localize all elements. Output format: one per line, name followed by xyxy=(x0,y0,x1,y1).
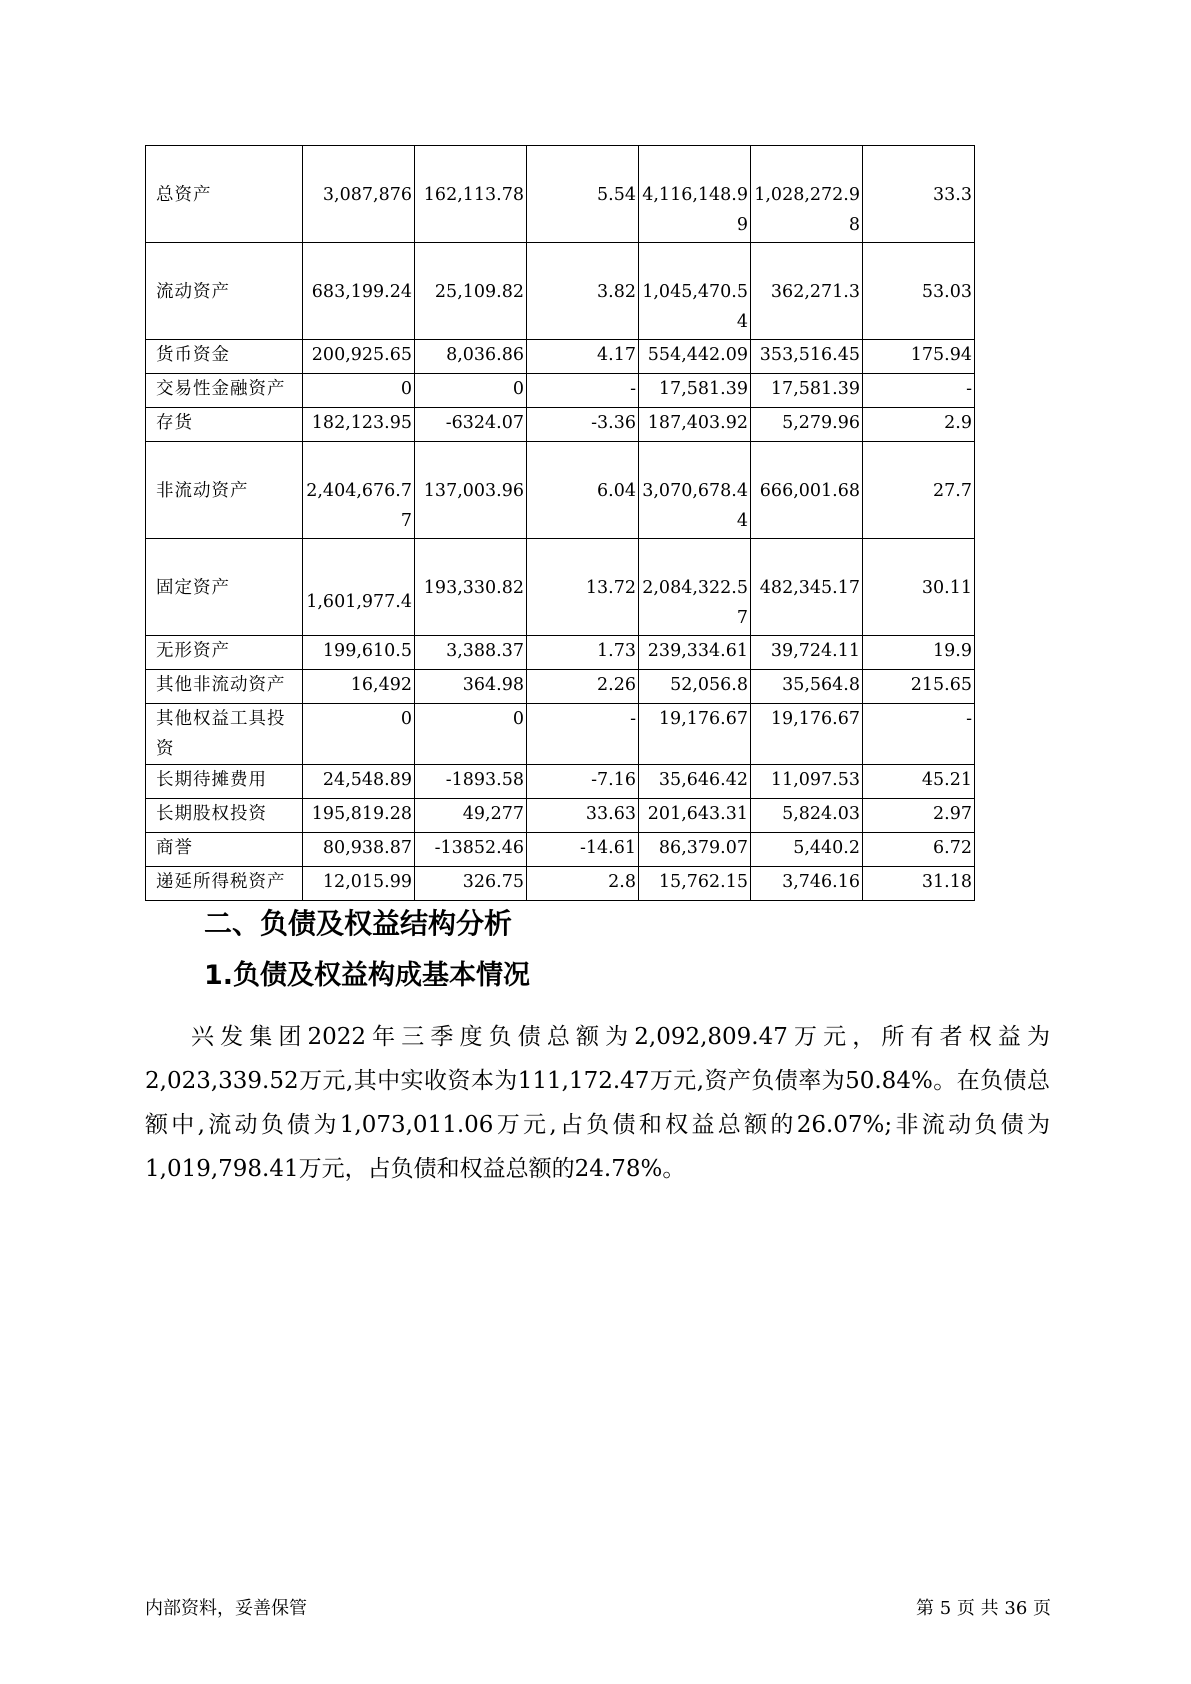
value-cell: -7.16 xyxy=(527,765,639,799)
value-cell: 2.8 xyxy=(527,867,639,901)
value-cell: - xyxy=(527,374,639,408)
value-cell: 6.72 xyxy=(863,833,975,867)
value-cell: 27.7 xyxy=(863,442,975,539)
row-label-cell: 固定资产 xyxy=(146,539,303,636)
row-label-cell: 非流动资产 xyxy=(146,442,303,539)
value-cell: 4,116,148.99 xyxy=(639,146,751,243)
table-row xyxy=(146,340,975,374)
value-cell: -6324.07 xyxy=(415,408,527,442)
value-cell: 35,564.8 xyxy=(751,670,863,704)
value-cell: 1.73 xyxy=(527,636,639,670)
value-cell: 1,045,470.54 xyxy=(639,243,751,340)
value-cell: 2,404,676.77 xyxy=(303,442,415,539)
value-cell: 3,070,678.44 xyxy=(639,442,751,539)
value-cell: -1893.58 xyxy=(415,765,527,799)
row-label-cell: 流动资产 xyxy=(146,243,303,340)
value-cell: 199,610.5 xyxy=(303,636,415,670)
value-cell: 0 xyxy=(415,704,527,765)
table-row xyxy=(146,799,975,833)
table-row xyxy=(146,704,975,765)
value-cell: -14.61 xyxy=(527,833,639,867)
row-label-cell: 总资产 xyxy=(146,146,303,243)
value-cell: - xyxy=(863,374,975,408)
value-cell: 2.97 xyxy=(863,799,975,833)
table-row xyxy=(146,442,975,539)
value-cell: 25,109.82 xyxy=(415,243,527,340)
value-cell: 362,271.3 xyxy=(751,243,863,340)
table-row xyxy=(146,374,975,408)
value-cell: 52,056.8 xyxy=(639,670,751,704)
value-cell: -13852.46 xyxy=(415,833,527,867)
value-cell: 3,087,876 xyxy=(303,146,415,243)
value-cell: 554,442.09 xyxy=(639,340,751,374)
value-cell: 182,123.95 xyxy=(303,408,415,442)
value-cell: 30.11 xyxy=(863,539,975,636)
table-row xyxy=(146,146,975,243)
value-cell: 201,643.31 xyxy=(639,799,751,833)
value-cell: 3,746.16 xyxy=(751,867,863,901)
row-label-cell: 其他权益工具投资 xyxy=(146,704,303,765)
table-row xyxy=(146,539,975,636)
value-cell: 175.94 xyxy=(863,340,975,374)
value-cell: 5,824.03 xyxy=(751,799,863,833)
value-cell: 31.18 xyxy=(863,867,975,901)
row-label-cell: 递延所得税资产 xyxy=(146,867,303,901)
value-cell: 239,334.61 xyxy=(639,636,751,670)
footer-page-number: 第 5 页 共 36 页 xyxy=(916,1598,1051,1619)
value-cell: 11,097.53 xyxy=(751,765,863,799)
body-paragraph: 兴发集团2022年三季度负债总额为2,092,809.47万元，所有者权益为2,023,339.52万元,其中实收资本为111,172.47万元,资产负债率为50.84%。在负债总额中,流动负债为1,073,011.06万元,占负债和权益总额的26.07%;非流动负债为1,019,798.41万元，占负债和权益总额的24.78%。 xyxy=(145,1024,1050,1182)
value-cell: 5.54 xyxy=(527,146,639,243)
table-row xyxy=(146,833,975,867)
table-row xyxy=(146,765,975,799)
value-cell: 353,516.45 xyxy=(751,340,863,374)
row-label-cell: 货币资金 xyxy=(146,340,303,374)
value-cell: 33.63 xyxy=(527,799,639,833)
row-label-cell: 无形资产 xyxy=(146,636,303,670)
value-cell: 482,345.17 xyxy=(751,539,863,636)
footer-confidential: 内部资料，妥善保管 xyxy=(145,1598,307,1619)
value-cell: 0 xyxy=(415,374,527,408)
table-row xyxy=(146,408,975,442)
value-cell: 17,581.39 xyxy=(639,374,751,408)
value-cell: 683,199.24 xyxy=(303,243,415,340)
value-cell: 13.72 xyxy=(527,539,639,636)
value-cell: 3.82 xyxy=(527,243,639,340)
value-cell: 3,388.37 xyxy=(415,636,527,670)
value-cell: 1,028,272.98 xyxy=(751,146,863,243)
table-row xyxy=(146,670,975,704)
value-cell: 19,176.67 xyxy=(639,704,751,765)
value-cell: 4.17 xyxy=(527,340,639,374)
value-cell: 19.9 xyxy=(863,636,975,670)
value-cell: 162,113.78 xyxy=(415,146,527,243)
value-cell: 35,646.42 xyxy=(639,765,751,799)
value-cell: 12,015.99 xyxy=(303,867,415,901)
value-cell: 5,279.96 xyxy=(751,408,863,442)
value-cell: 8,036.86 xyxy=(415,340,527,374)
value-cell: 53.03 xyxy=(863,243,975,340)
value-cell: 19,176.67 xyxy=(751,704,863,765)
row-label-cell: 其他非流动资产 xyxy=(146,670,303,704)
value-cell: 193,330.82 xyxy=(415,539,527,636)
subsection-heading: 1.负债及权益构成基本情况 xyxy=(204,960,531,991)
table-row xyxy=(146,867,975,901)
value-cell: 137,003.96 xyxy=(415,442,527,539)
value-cell: 33.3 xyxy=(863,146,975,243)
value-cell: 45.21 xyxy=(863,765,975,799)
value-cell: 187,403.92 xyxy=(639,408,751,442)
value-cell: 0 xyxy=(303,704,415,765)
value-cell: 666,001.68 xyxy=(751,442,863,539)
asset-structure-table xyxy=(145,145,975,901)
row-label-cell: 商誉 xyxy=(146,833,303,867)
value-cell: 24,548.89 xyxy=(303,765,415,799)
value-cell: 2.26 xyxy=(527,670,639,704)
row-label-cell: 长期股权投资 xyxy=(146,799,303,833)
value-cell: 1,601,977.4 xyxy=(303,539,415,636)
value-cell: 364.98 xyxy=(415,670,527,704)
table-row xyxy=(146,636,975,670)
value-cell: 16,492 xyxy=(303,670,415,704)
value-cell: 0 xyxy=(303,374,415,408)
value-cell: 195,819.28 xyxy=(303,799,415,833)
value-cell: 200,925.65 xyxy=(303,340,415,374)
value-cell: 15,762.15 xyxy=(639,867,751,901)
section-heading: 二、负债及权益结构分析 xyxy=(204,907,513,940)
value-cell: 17,581.39 xyxy=(751,374,863,408)
value-cell: 215.65 xyxy=(863,670,975,704)
value-cell: 49,277 xyxy=(415,799,527,833)
value-cell: 326.75 xyxy=(415,867,527,901)
value-cell: 2,084,322.57 xyxy=(639,539,751,636)
row-label-cell: 长期待摊费用 xyxy=(146,765,303,799)
value-cell: 5,440.2 xyxy=(751,833,863,867)
value-cell: - xyxy=(527,704,639,765)
value-cell: 39,724.11 xyxy=(751,636,863,670)
value-cell: 86,379.07 xyxy=(639,833,751,867)
value-cell: 80,938.87 xyxy=(303,833,415,867)
value-cell: -3.36 xyxy=(527,408,639,442)
row-label-cell: 存货 xyxy=(146,408,303,442)
value-cell: 6.04 xyxy=(527,442,639,539)
value-cell: 2.9 xyxy=(863,408,975,442)
table-row xyxy=(146,243,975,340)
row-label-cell: 交易性金融资产 xyxy=(146,374,303,408)
value-cell: - xyxy=(863,704,975,765)
